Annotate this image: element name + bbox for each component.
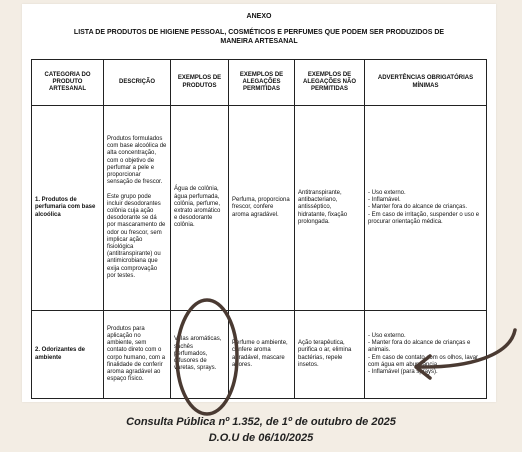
annex-title: ANEXO bbox=[246, 13, 272, 20]
description-cell: Produtos formulados com base alcoólica de alta concentração, com o objetivo de perfumar a pele e proporcionar sensação de frescor. Este grupo pode incluir desodorantes colônia cuja ação desodorante se dá por mascaramento de odor ou frescor, sem implicar ação fisiológica (antitranspirante) ou antimicrobiana que exija comprovação por testes. bbox=[104, 106, 171, 311]
allowed-claims-cell: Perfuma, proporciona frescor, confere aroma agradável. bbox=[229, 106, 295, 311]
warnings-cell: - Uso externo. - Inflamável. - Manter fora do alcance de crianças. - Em caso de irritação, suspender o uso e procurar orientação médica. bbox=[365, 106, 487, 311]
products-table bbox=[31, 59, 487, 399]
publication-date: D.O.U de 06/10/2025 bbox=[208, 432, 314, 444]
examples-cell: Água de colônia, água perfumada, colônia, perfume, extrato aromático e desodorante colônia. bbox=[171, 106, 229, 311]
header-not-allowed-claims: EXEMPLOS DE ALEGAÇÕES NÃO PERMITIDAS bbox=[295, 60, 365, 106]
examples-cell: Velas aromáticas, sachês perfumados, difusores de varetas, sprays. bbox=[171, 311, 229, 399]
header-category: CATEGORIA DO PRODUTO ARTESANAL bbox=[32, 60, 104, 106]
header-allowed-claims: EXEMPLOS DE ALEGAÇÕES PERMITIDAS bbox=[229, 60, 295, 106]
category-cell: 2. Odorizantes de ambiente bbox=[32, 311, 104, 399]
category-cell: 1. Produtos de perfumaria com base alcoólica bbox=[32, 106, 104, 311]
table-row bbox=[32, 311, 487, 399]
header-description: DESCRIÇÃO bbox=[104, 60, 171, 106]
table-header-row bbox=[32, 60, 487, 106]
header-warnings: ADVERTÊNCIAS OBRIGATÓRIAS MÍNIMAS bbox=[365, 60, 487, 106]
description-cell: Produtos para aplicação no ambiente, sem contato direto com o corpo humano, com a finalidade de conferir aroma agradável ao espaço físico. bbox=[104, 311, 171, 399]
header-examples: EXEMPLOS DE PRODUTOS bbox=[171, 60, 229, 106]
list-title: LISTA DE PRODUTOS DE HIGIENE PESSOAL, COSMÉTICOS E PERFUMES QUE PODEM SER PRODUZIDOS DE MANEIRA ARTESANAL bbox=[73, 29, 445, 45]
allowed-claims-cell: Perfume o ambiente, confere aroma agradável, mascare adores. bbox=[229, 311, 295, 399]
not-allowed-claims-cell: Ação terapêutica, purifica o ar, elimina bactérias, repele insetos. bbox=[295, 311, 365, 399]
consultation-reference: Consulta Pública nº 1.352, de 1º de outubro de 2025 bbox=[126, 416, 396, 428]
table-row bbox=[32, 106, 487, 311]
document-page bbox=[22, 4, 496, 402]
not-allowed-claims-cell: Antitranspirante, antibacteriano, antisséptico, hidratante, fixação prolongada. bbox=[295, 106, 365, 311]
warnings-cell: - Uso externo. - Manter fora do alcance de crianças e animais. - Em caso de contato com os olhos, lavar com água em abundância. - Inflamável (para sprays). bbox=[365, 311, 487, 399]
